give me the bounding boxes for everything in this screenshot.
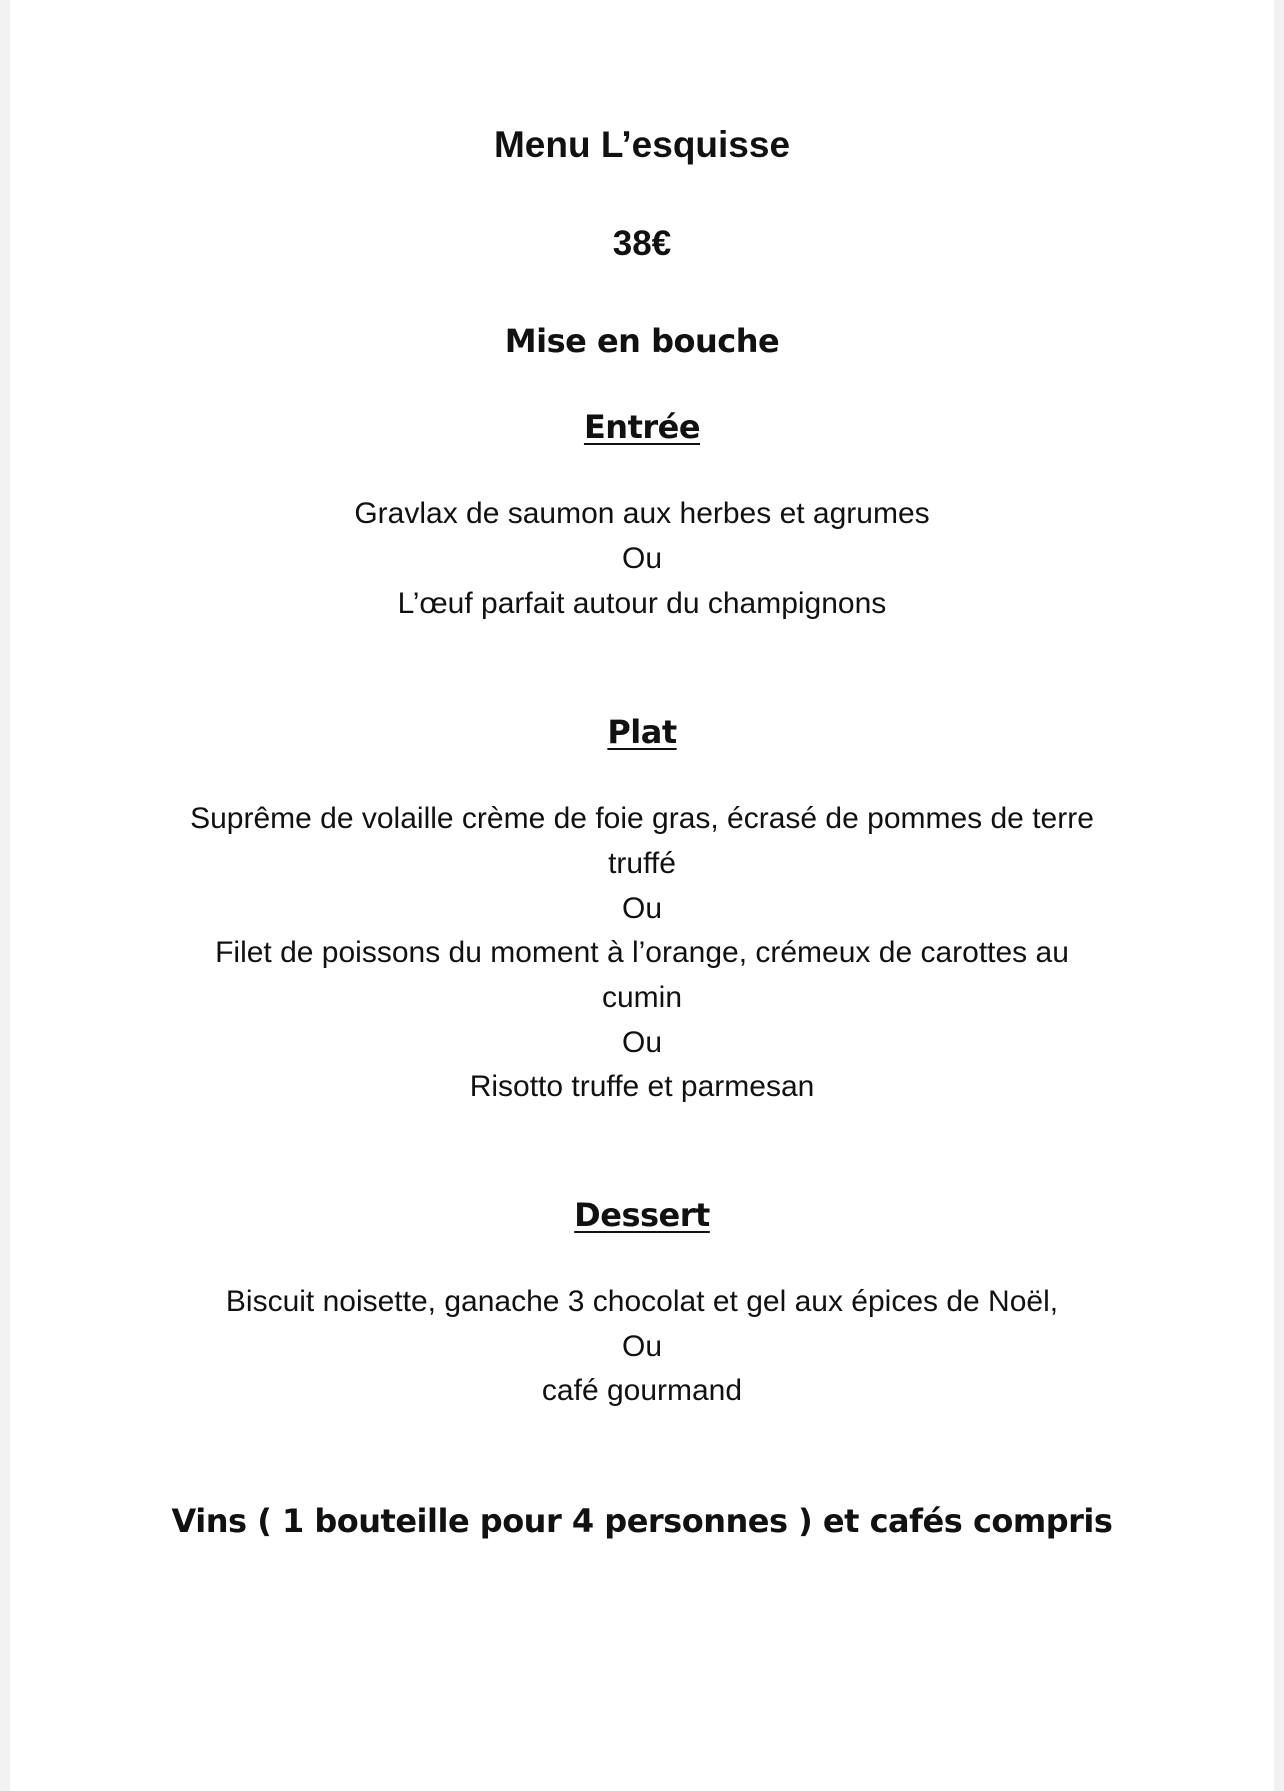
- dessert-or-1: Ou: [621, 1330, 663, 1363]
- plat-or-2: Ou: [621, 1026, 663, 1059]
- menu-footer-note: Vins ( 1 bouteille pour 4 personnes ) et cafés compris: [171, 1502, 1113, 1540]
- section-heading-plat-label: Plat: [607, 713, 677, 751]
- section-heading-dessert-label: Dessert: [574, 1196, 710, 1234]
- plat-option-1-line-2: truffé: [608, 847, 676, 880]
- plat-option-2-line-2: cumin: [601, 981, 683, 1014]
- plat-or-1: Ou: [621, 892, 663, 925]
- menu-page: [10, 0, 1274, 1791]
- section-heading-entree: [10, 408, 1274, 446]
- amuse-bouche-label: Mise en bouche: [504, 322, 780, 360]
- dessert-option-2: café gourmand: [541, 1374, 743, 1407]
- section-heading-plat: [10, 713, 1274, 751]
- entree-or-1: Ou: [621, 542, 663, 575]
- menu-price: 38€: [612, 224, 672, 263]
- plat-option-3: Risotto truffe et parmesan: [469, 1070, 815, 1103]
- section-heading-entree-label: Entrée: [583, 408, 701, 446]
- dessert-option-1: Biscuit noisette, ganache 3 chocolat et gel aux épices de Noël,: [225, 1285, 1059, 1318]
- plat-option-2-line-1: Filet de poissons du moment à l’orange, crémeux de carottes au: [215, 936, 1069, 969]
- section-heading-dessert: [10, 1196, 1274, 1234]
- entree-option-1: Gravlax de saumon aux herbes et agrumes: [354, 497, 930, 530]
- entree-option-2: L’œuf parfait autour du champignons: [397, 587, 887, 620]
- plat-option-1-line-1: Suprême de volaille crème de foie gras, écrasé de pommes de terre: [190, 802, 1094, 835]
- menu-title: Menu L’esquisse: [493, 124, 791, 165]
